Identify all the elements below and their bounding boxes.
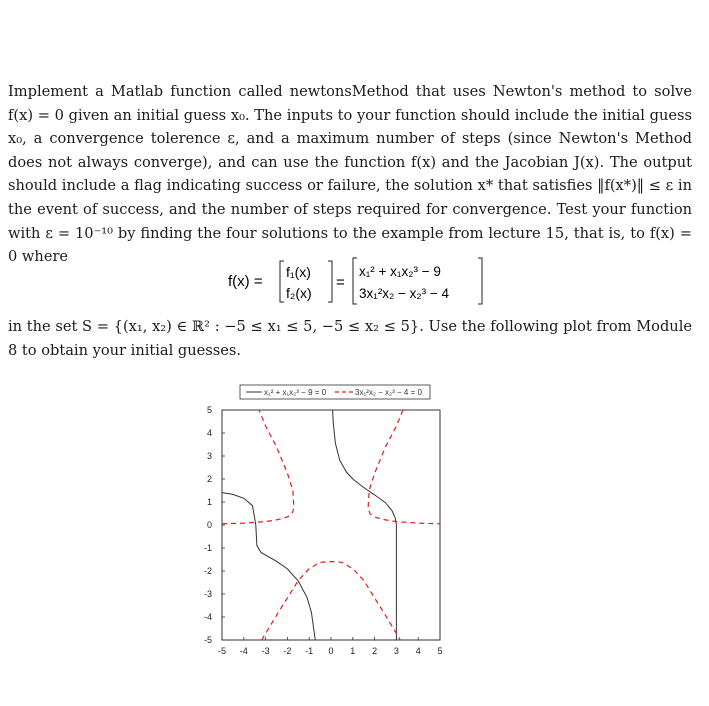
y-tick-label: -1 [203, 543, 212, 553]
equation-lhs: f(x) = [228, 273, 263, 290]
y-tick-label: -4 [203, 612, 212, 622]
x-tick-label: 4 [415, 646, 421, 656]
x-tick-label: -5 [217, 646, 227, 656]
problem-paragraph-intro: Implement a Matlab function called newtonsMethod that uses Newton's method to solve f(x) = 0 given an initial guess x₀. The inputs to your function should include the initial guess x₀, a convergence tolerence ε, and a maximum number of steps (since Newton's Method does not always converge), and can use the function f(x) and the Jacobian J(x). The output should include a flag indicating success or failure, the solution x* that satisfies ‖f(x*)‖ ≤ ε in the event of success, and the number of steps required for convergence. Test your function with ε = 10⁻¹⁰ by finding the four solutions to the example from lecture 15, that is, to f(x) = 0 where [8, 83, 692, 266]
x-tick-label: 0 [328, 646, 334, 656]
x-tick-label: 2 [372, 646, 378, 656]
x-tick-label: -4 [239, 646, 248, 656]
x-tick-label: 3 [393, 646, 399, 656]
x-tick-label: -2 [283, 646, 292, 656]
y-tick-label: 0 [206, 520, 212, 530]
problem-paragraph-set: in the set S = {(x₁, x₂) ∈ ℝ² : −5 ≤ x₁ ≤ 5, −5 ≤ x₂ ≤ 5}. Use the following plot from Module 8 to obtain your initial guesses. [8, 318, 692, 359]
left-bracket-1 [280, 261, 284, 302]
x-tick-label: 1 [350, 646, 356, 656]
vector-row-2: f₂(x) [286, 285, 312, 301]
legend-label-1: x₁² + x₁x₂³ − 9 = 0 [264, 388, 327, 397]
left-bracket-2 [353, 258, 357, 304]
legend-label-2: 3x₁²x₂ − x₂³ − 4 = 0 [355, 388, 422, 397]
rhs-row-2: 3x₁²x₂ − x₂³ − 4 [359, 286, 450, 301]
vector-row-1: f₁(x) [286, 264, 311, 280]
right-bracket-2 [478, 258, 482, 304]
contour-plot [0, 380, 709, 670]
y-tick-label: -2 [203, 566, 212, 576]
y-tick-label: -5 [203, 635, 212, 645]
right-bracket-1 [328, 261, 332, 302]
y-tick-label: -3 [203, 589, 212, 599]
plot-axes-box [222, 410, 440, 640]
y-tick-label: 5 [206, 405, 212, 415]
plot-legend [240, 385, 430, 399]
x-tick-label: 5 [437, 646, 443, 656]
x-tick-label: -1 [305, 646, 314, 656]
equation-equals: = [336, 274, 345, 291]
equation-f-of-x [226, 256, 486, 306]
y-tick-label: 1 [206, 497, 212, 507]
rhs-row-1: x₁² + x₁x₂³ − 9 [359, 264, 441, 279]
x-tick-label: -3 [261, 646, 270, 656]
y-tick-label: 4 [206, 428, 212, 438]
y-tick-label: 3 [206, 451, 212, 461]
y-tick-label: 2 [206, 474, 212, 484]
